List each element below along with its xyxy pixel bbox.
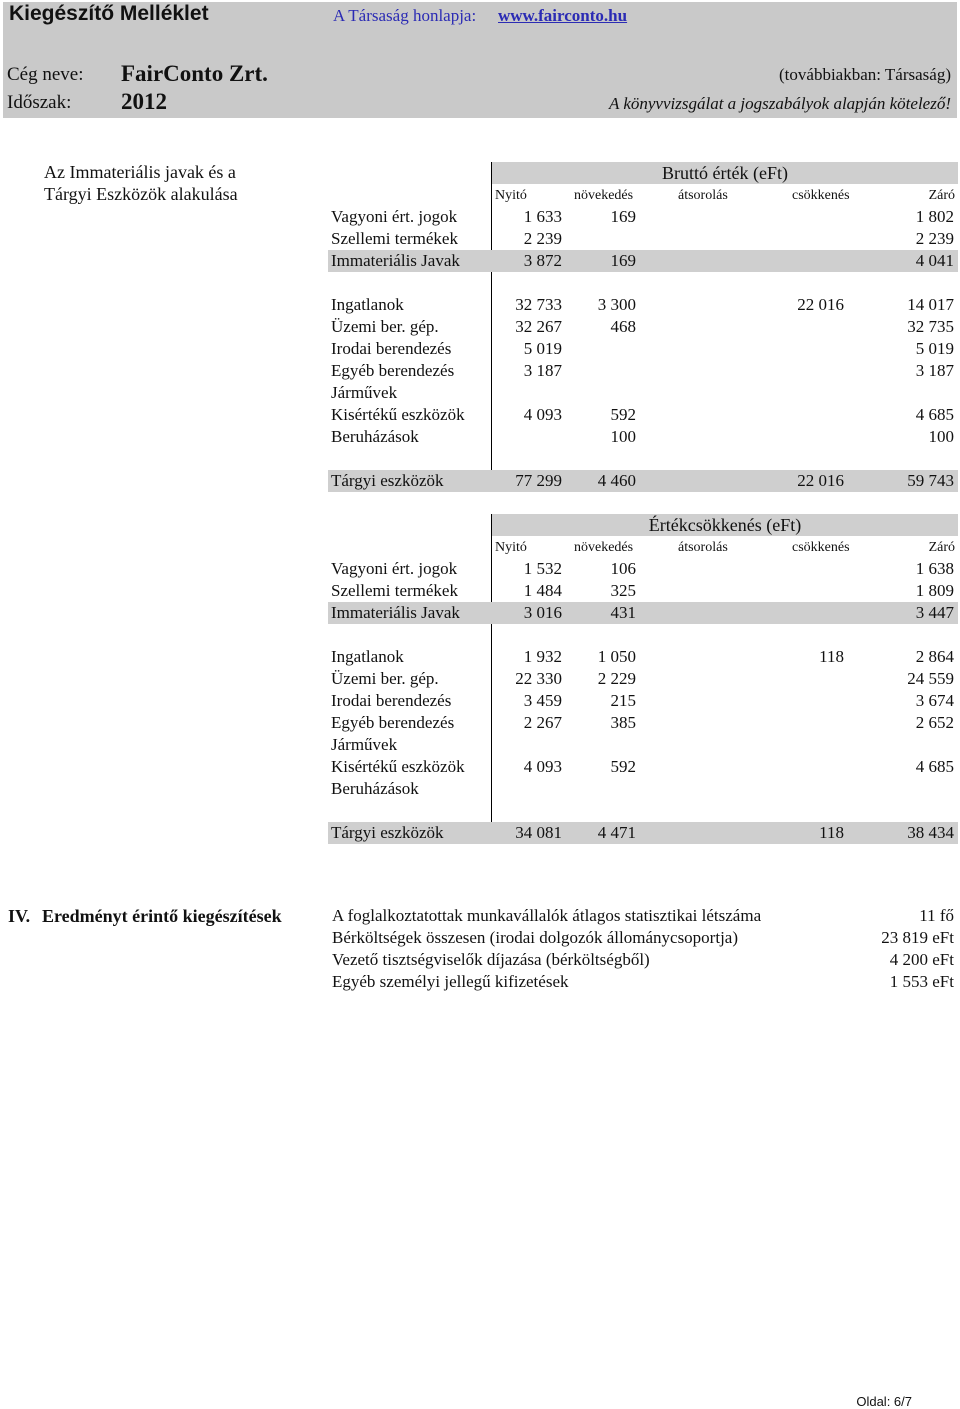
cell-nyito: 2 267 (523, 713, 562, 732)
homepage-label: A Társaság honlapja: (333, 6, 477, 25)
cell-zaro: 32 735 (907, 317, 954, 336)
section-number: IV. (8, 906, 31, 926)
col-nyito: Nyitó (495, 188, 527, 203)
table-row (328, 712, 958, 734)
company-label: Cég neve: (7, 64, 84, 85)
row-label: Üzemi ber. gép. (331, 317, 439, 336)
cell-nyito: 3 016 (523, 603, 562, 622)
col-atsorolas: átsorolás (678, 540, 728, 555)
cell-novekedes: 1 050 (597, 647, 636, 666)
cell-csokkenes: 118 (819, 647, 844, 666)
cell-zaro: 1 809 (915, 581, 954, 600)
row-label: Egyéb berendezés (331, 713, 455, 732)
cell-zaro: 4 041 (915, 251, 954, 270)
section-heading: Eredményt érintő kiegészítések (42, 906, 282, 926)
table-row (328, 778, 958, 800)
cell-novekedes: 592 (610, 757, 636, 776)
cell-nyito: 1 532 (523, 559, 562, 578)
cell-novekedes: 215 (610, 691, 636, 710)
cell-novekedes: 3 300 (597, 295, 636, 314)
cell-zaro: 4 685 (915, 757, 954, 776)
row-label: Kisértékű eszközök (331, 757, 465, 776)
cell-zaro: 2 239 (915, 229, 954, 248)
col-nyito: Nyitó (495, 540, 527, 555)
executive-pay-value: 4 200 eFt (889, 950, 954, 969)
table-row (328, 580, 958, 602)
cell-novekedes: 4 471 (597, 823, 636, 842)
table-row (328, 250, 958, 272)
cell-zaro: 4 685 (915, 405, 954, 424)
audit-note: A könyvvizsgálat a jogszabályok alapján kötelező! (609, 94, 951, 113)
section-title-line1: Az Immateriális javak és a (44, 162, 236, 182)
period-label: Időszak: (7, 92, 72, 113)
wage-cost-label: Bérköltségek összesen (irodai dolgozók állománycsoportja) (332, 928, 738, 947)
row-label: Járművek (331, 735, 398, 754)
row-label: Üzemi ber. gép. (331, 669, 439, 688)
cell-zaro: 3 187 (915, 361, 954, 380)
table-row (328, 338, 958, 360)
table-row (328, 470, 958, 492)
col-zaro: Záró (928, 540, 955, 555)
table-row (328, 734, 958, 756)
cell-csokkenes: 22 016 (797, 471, 844, 490)
row-label: Ingatlanok (331, 647, 404, 666)
cell-zaro: 2 652 (915, 713, 954, 732)
cell-nyito: 32 733 (515, 295, 562, 314)
row-label: Szellemi termékek (331, 581, 458, 600)
depreciation-table-title: Értékcsökkenés (eFt) (492, 514, 958, 536)
homepage-link[interactable]: www.fairconto.hu (498, 6, 628, 25)
cell-novekedes: 100 (610, 427, 636, 446)
table-row (328, 558, 958, 580)
gross-column-headers (492, 186, 958, 206)
row-label: Irodai berendezés (331, 339, 452, 358)
cell-novekedes: 592 (610, 405, 636, 424)
table-row (328, 404, 958, 426)
cell-novekedes: 385 (610, 713, 636, 732)
col-csokkenes: csökkenés (792, 540, 850, 555)
row-label: Irodai berendezés (331, 691, 452, 710)
wage-cost-value: 23 819 eFt (881, 928, 954, 947)
row-label: Szellemi termékek (331, 229, 458, 248)
cell-zaro: 38 434 (907, 823, 954, 842)
cell-nyito: 1 633 (523, 207, 562, 226)
section-title-line2: Tárgyi Eszközök alakulása (44, 184, 238, 204)
document-title: Kiegészítő Melléklet (9, 2, 209, 25)
row-label: Vagyoni ért. jogok (331, 207, 458, 226)
executive-pay-label: Vezető tisztségviselők díjazása (bérköltségből) (332, 950, 650, 969)
row-label: Beruházások (331, 427, 419, 446)
row-label: Egyéb berendezés (331, 361, 455, 380)
document-header (3, 2, 957, 118)
cell-nyito: 1 484 (523, 581, 562, 600)
cell-novekedes: 2 229 (597, 669, 636, 688)
cell-zaro: 3 447 (915, 603, 954, 622)
col-novekedes: növekedés (574, 188, 634, 203)
cell-zaro: 100 (928, 427, 954, 446)
other-personal-value: 1 553 eFt (889, 972, 954, 991)
cell-nyito: 34 081 (515, 823, 562, 842)
table-row (328, 206, 958, 228)
table-row (328, 426, 958, 448)
table-row (328, 228, 958, 250)
cell-novekedes: 169 (610, 251, 636, 270)
cell-nyito: 32 267 (515, 317, 562, 336)
cell-novekedes: 106 (610, 559, 636, 578)
table-row (328, 668, 958, 690)
row-label: Beruházások (331, 779, 419, 798)
cell-novekedes: 325 (610, 581, 636, 600)
row-label: Ingatlanok (331, 295, 404, 314)
table-row (328, 822, 958, 844)
cell-zaro: 5 019 (915, 339, 954, 358)
col-atsorolas: átsorolás (678, 188, 728, 203)
cell-nyito: 3 459 (523, 691, 562, 710)
cell-zaro: 2 864 (915, 647, 954, 666)
table-row (328, 382, 958, 404)
row-label: Immateriális Javak (331, 603, 460, 622)
table-row (328, 756, 958, 778)
row-label: Kisértékű eszközök (331, 405, 465, 424)
row-label: Tárgyi eszközök (331, 823, 444, 842)
row-label: Immateriális Javak (331, 251, 460, 270)
cell-nyito: 4 093 (523, 405, 562, 424)
table-row (328, 360, 958, 382)
avg-headcount-label: A foglalkoztatottak munkavállalók átlagos statisztikai létszáma (332, 906, 762, 925)
avg-headcount-value: 11 fő (919, 906, 954, 925)
table-row (328, 646, 958, 668)
depreciation-column-headers (492, 538, 958, 558)
table-row (328, 602, 958, 624)
cell-zaro: 1 802 (915, 207, 954, 226)
cell-zaro: 24 559 (907, 669, 954, 688)
cell-novekedes: 431 (610, 603, 636, 622)
table-row (328, 690, 958, 712)
other-personal-label: Egyéb személyi jellegű kifizetések (332, 972, 569, 991)
cell-csokkenes: 22 016 (797, 295, 844, 314)
company-name: FairConto Zrt. (121, 61, 268, 86)
cell-novekedes: 468 (610, 317, 636, 336)
cell-nyito: 5 019 (523, 339, 562, 358)
cell-nyito: 1 932 (523, 647, 562, 666)
cell-nyito: 4 093 (523, 757, 562, 776)
page-number: Oldal: 6/7 (856, 1394, 912, 1409)
table-row (328, 316, 958, 338)
table-row (328, 294, 958, 316)
company-note: (továbbiakban: Társaság) (779, 65, 951, 84)
row-label: Tárgyi eszközök (331, 471, 444, 490)
row-label: Járművek (331, 383, 398, 402)
cell-novekedes: 169 (610, 207, 636, 226)
cell-nyito: 2 239 (523, 229, 562, 248)
cell-csokkenes: 118 (819, 823, 844, 842)
cell-nyito: 22 330 (515, 669, 562, 688)
cell-nyito: 3 872 (523, 251, 562, 270)
cell-nyito: 3 187 (523, 361, 562, 380)
col-zaro: Záró (928, 188, 955, 203)
cell-zaro: 59 743 (907, 471, 954, 490)
cell-zaro: 14 017 (907, 295, 954, 314)
gross-table-title: Bruttó érték (eFt) (492, 162, 958, 184)
row-label: Vagyoni ért. jogok (331, 559, 458, 578)
cell-novekedes: 4 460 (597, 471, 636, 490)
cell-zaro: 3 674 (915, 691, 954, 710)
cell-nyito: 77 299 (515, 471, 562, 490)
col-novekedes: növekedés (574, 540, 634, 555)
cell-zaro: 1 638 (915, 559, 954, 578)
col-csokkenes: csökkenés (792, 188, 850, 203)
period-value: 2012 (121, 89, 167, 114)
